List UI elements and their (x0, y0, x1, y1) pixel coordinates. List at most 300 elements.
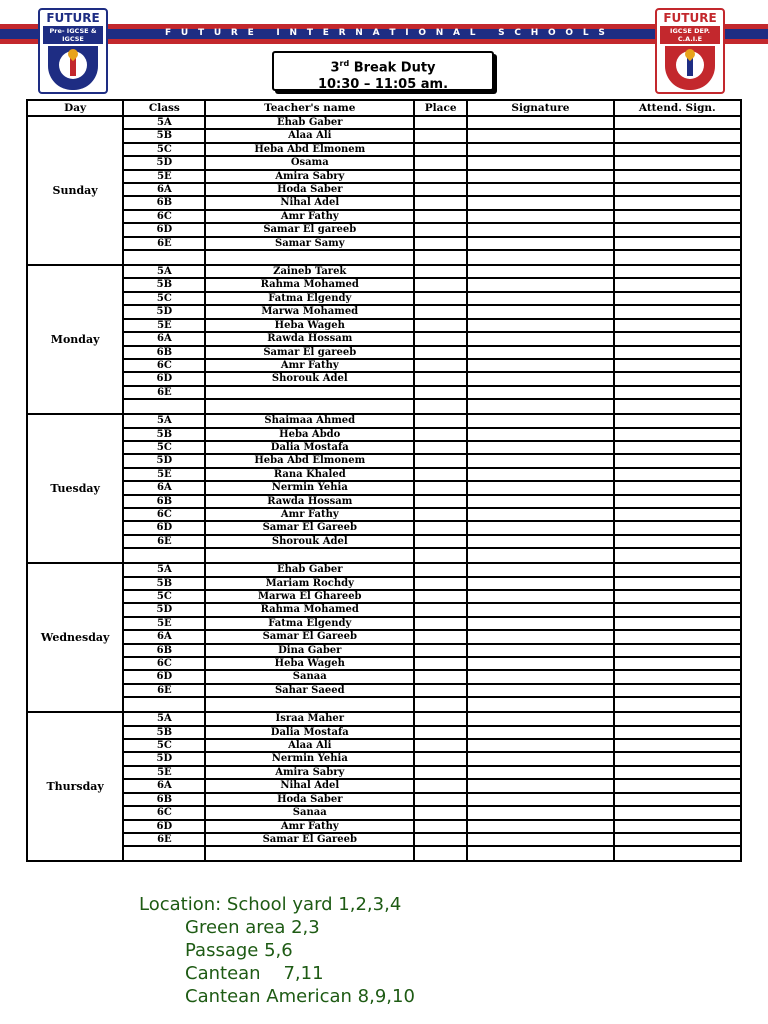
place-cell[interactable] (414, 319, 467, 332)
place-cell[interactable] (414, 590, 467, 603)
place-cell[interactable] (414, 521, 467, 534)
day-cell: Thursday (27, 712, 123, 861)
table-row (27, 577, 741, 590)
table-row (27, 223, 741, 236)
place-cell[interactable] (414, 712, 467, 725)
class-cell: 5A (123, 712, 205, 725)
teacher-cell: Dina Gaber (205, 644, 414, 657)
banner-letter: O (548, 28, 556, 38)
attend-sign-cell[interactable] (614, 265, 741, 278)
signature-cell[interactable] (467, 332, 613, 345)
signature-cell[interactable] (467, 305, 613, 318)
table-row (27, 428, 741, 441)
class-cell: 5D (123, 752, 205, 765)
place-cell[interactable] (414, 183, 467, 196)
place-cell[interactable] (414, 223, 467, 236)
place-cell[interactable] (414, 846, 467, 861)
place-cell[interactable] (414, 535, 467, 548)
banner-letter: H (530, 28, 539, 38)
attend-sign-cell[interactable] (614, 590, 741, 603)
attend-sign-cell[interactable] (614, 697, 741, 712)
signature-cell[interactable] (467, 657, 613, 670)
signature-cell[interactable] (467, 292, 613, 305)
table-row (27, 210, 741, 223)
table-row (27, 563, 741, 576)
signature-cell[interactable] (467, 548, 613, 563)
teacher-cell: Ehab Gaber (205, 563, 414, 576)
table-row (27, 535, 741, 548)
attend-sign-cell[interactable] (614, 196, 741, 209)
table-row (27, 278, 741, 291)
attend-sign-cell[interactable] (614, 116, 741, 129)
place-cell[interactable] (414, 495, 467, 508)
table-header-row (27, 100, 741, 116)
banner-letter: T (389, 28, 396, 38)
signature-cell[interactable] (467, 129, 613, 142)
attend-sign-cell[interactable] (614, 563, 741, 576)
table-row (27, 779, 741, 792)
banner-letter (485, 27, 488, 39)
class-cell: 6C (123, 210, 205, 223)
attend-sign-cell[interactable] (614, 481, 741, 494)
teacher-cell: Dalia Mostafa (205, 441, 414, 454)
signature-cell[interactable] (467, 644, 613, 657)
place-cell[interactable] (414, 454, 467, 467)
attend-sign-cell[interactable] (614, 332, 741, 345)
table-row (27, 603, 741, 616)
class-cell: 6B (123, 346, 205, 359)
teacher-cell: Fatma Elgendy (205, 617, 414, 630)
teacher-cell: Rawda Hossam (205, 495, 414, 508)
header-teacher-name: Teacher's name (205, 100, 414, 116)
duty-table (26, 99, 742, 862)
teacher-cell (205, 846, 414, 861)
attend-sign-cell[interactable] (614, 739, 741, 752)
teacher-cell: Israa Maher (205, 712, 414, 725)
attend-sign-cell[interactable] (614, 414, 741, 427)
place-cell[interactable] (414, 414, 467, 427)
place-cell[interactable] (414, 766, 467, 779)
header-day: Day (27, 100, 123, 116)
logo-left-subtitle: Pre- IGCSE & IGCSE (43, 26, 103, 44)
day-cell: Wednesday (27, 563, 123, 712)
logo-left-title: FUTURE (46, 11, 100, 25)
teacher-cell: Nihal Adel (205, 196, 414, 209)
teacher-cell: Alaa Ali (205, 739, 414, 752)
class-cell: 6A (123, 630, 205, 643)
place-cell[interactable] (414, 644, 467, 657)
attend-sign-cell[interactable] (614, 712, 741, 725)
signature-cell[interactable] (467, 170, 613, 183)
place-cell[interactable] (414, 779, 467, 792)
banner-letter: O (418, 28, 426, 38)
logo-right-title: FUTURE (663, 11, 717, 25)
attend-sign-cell[interactable] (614, 170, 741, 183)
table-row (27, 292, 741, 305)
signature-cell[interactable] (467, 563, 613, 576)
attend-sign-cell[interactable] (614, 766, 741, 779)
signature-cell[interactable] (467, 143, 613, 156)
attend-sign-cell[interactable] (614, 846, 741, 861)
teacher-cell: Heba Abdo (205, 428, 414, 441)
signature-cell[interactable] (467, 237, 613, 250)
location-notes (139, 893, 415, 1008)
signature-cell[interactable] (467, 535, 613, 548)
place-cell[interactable] (414, 670, 467, 683)
class-cell: 6B (123, 495, 205, 508)
attend-sign-cell[interactable] (614, 346, 741, 359)
class-cell: 6B (123, 196, 205, 209)
class-cell: 5B (123, 278, 205, 291)
school-name-banner (165, 27, 605, 39)
signature-cell[interactable] (467, 833, 613, 846)
table-row (27, 766, 741, 779)
signature-cell[interactable] (467, 684, 613, 697)
attend-sign-cell[interactable] (614, 143, 741, 156)
signature-cell[interactable] (467, 739, 613, 752)
signature-cell[interactable] (467, 399, 613, 414)
teacher-cell: Amr Fathy (205, 508, 414, 521)
attend-sign-cell[interactable] (614, 779, 741, 792)
attend-sign-cell[interactable] (614, 508, 741, 521)
school-logo-right (655, 8, 725, 94)
teacher-cell: Samar El gareeb (205, 346, 414, 359)
class-cell: 5E (123, 170, 205, 183)
place-cell[interactable] (414, 833, 467, 846)
attend-sign-cell[interactable] (614, 359, 741, 372)
banner-letter: T (306, 28, 313, 38)
teacher-cell: Sahar Saeed (205, 684, 414, 697)
signature-cell[interactable] (467, 590, 613, 603)
class-cell: 6A (123, 332, 205, 345)
place-cell[interactable] (414, 372, 467, 385)
class-cell (123, 846, 205, 861)
attend-sign-cell[interactable] (614, 237, 741, 250)
teacher-cell: Amr Fathy (205, 359, 414, 372)
signature-cell[interactable] (467, 779, 613, 792)
teacher-cell: Heba Abd Elmonem (205, 454, 414, 467)
place-cell[interactable] (414, 237, 467, 250)
attend-sign-cell[interactable] (614, 454, 741, 467)
attend-sign-cell[interactable] (614, 399, 741, 414)
place-cell[interactable] (414, 752, 467, 765)
signature-cell[interactable] (467, 428, 613, 441)
table-row-blank (27, 697, 741, 712)
signature-cell[interactable] (467, 250, 613, 265)
table-row (27, 143, 741, 156)
signature-cell[interactable] (467, 577, 613, 590)
header-place: Place (414, 100, 467, 116)
signature-cell[interactable] (467, 210, 613, 223)
teacher-cell (205, 697, 414, 712)
day-cell: Tuesday (27, 414, 123, 563)
place-cell[interactable] (414, 332, 467, 345)
table-row (27, 414, 741, 427)
signature-cell[interactable] (467, 414, 613, 427)
banner-letter: A (372, 28, 380, 38)
place-cell[interactable] (414, 210, 467, 223)
class-cell: 5C (123, 590, 205, 603)
class-cell (123, 399, 205, 414)
class-cell: 5C (123, 739, 205, 752)
class-cell: 5A (123, 265, 205, 278)
school-logo-left (38, 8, 108, 94)
teacher-cell: Sanaa (205, 806, 414, 819)
signature-cell[interactable] (467, 359, 613, 372)
signature-cell[interactable] (467, 265, 613, 278)
attend-sign-cell[interactable] (614, 129, 741, 142)
place-cell[interactable] (414, 346, 467, 359)
signature-cell[interactable] (467, 223, 613, 236)
place-cell[interactable] (414, 793, 467, 806)
teacher-cell: Nermin Yehia (205, 752, 414, 765)
banner-letter: U (180, 28, 189, 38)
banner-letter: N (289, 28, 298, 38)
table-row (27, 617, 741, 630)
table-row (27, 237, 741, 250)
class-cell: 6C (123, 657, 205, 670)
class-cell: 6A (123, 183, 205, 196)
table-row (27, 332, 741, 345)
place-cell[interactable] (414, 684, 467, 697)
signature-cell[interactable] (467, 372, 613, 385)
signature-cell[interactable] (467, 766, 613, 779)
table-row (27, 752, 741, 765)
place-cell[interactable] (414, 170, 467, 183)
attend-sign-cell[interactable] (614, 577, 741, 590)
attend-sign-cell[interactable] (614, 752, 741, 765)
signature-cell[interactable] (467, 346, 613, 359)
signature-cell[interactable] (467, 454, 613, 467)
teacher-cell: Rahma Mohamed (205, 278, 414, 291)
signature-cell[interactable] (467, 508, 613, 521)
class-cell: 6A (123, 481, 205, 494)
attend-sign-cell[interactable] (614, 428, 741, 441)
place-cell[interactable] (414, 305, 467, 318)
place-cell[interactable] (414, 292, 467, 305)
attend-sign-cell[interactable] (614, 630, 741, 643)
torch-globe-icon (48, 46, 98, 90)
table-row (27, 712, 741, 725)
table-row (27, 454, 741, 467)
attend-sign-cell[interactable] (614, 535, 741, 548)
table-row (27, 495, 741, 508)
attend-sign-cell[interactable] (614, 644, 741, 657)
table-row (27, 684, 741, 697)
place-cell[interactable] (414, 657, 467, 670)
table-row (27, 481, 741, 494)
day-cell: Sunday (27, 116, 123, 265)
place-cell[interactable] (414, 603, 467, 616)
teacher-cell: Dalia Mostafa (205, 726, 414, 739)
teacher-cell: Nihal Adel (205, 779, 414, 792)
place-cell[interactable] (414, 359, 467, 372)
attend-sign-cell[interactable] (614, 684, 741, 697)
day-cell: Monday (27, 265, 123, 414)
table-row (27, 468, 741, 481)
signature-cell[interactable] (467, 726, 613, 739)
place-cell[interactable] (414, 278, 467, 291)
attend-sign-cell[interactable] (614, 726, 741, 739)
signature-cell[interactable] (467, 521, 613, 534)
banner-letter: E (322, 28, 329, 38)
teacher-cell: Hoda Saber (205, 183, 414, 196)
signature-cell[interactable] (467, 603, 613, 616)
class-cell: 5B (123, 428, 205, 441)
attend-sign-cell[interactable] (614, 278, 741, 291)
class-cell: 6C (123, 508, 205, 521)
table-row (27, 590, 741, 603)
class-cell: 5D (123, 454, 205, 467)
attend-sign-cell[interactable] (614, 250, 741, 265)
signature-cell[interactable] (467, 441, 613, 454)
place-cell[interactable] (414, 617, 467, 630)
place-cell[interactable] (414, 577, 467, 590)
place-cell[interactable] (414, 806, 467, 819)
attend-sign-cell[interactable] (614, 833, 741, 846)
signature-cell[interactable] (467, 697, 613, 712)
attend-sign-cell[interactable] (614, 495, 741, 508)
signature-cell[interactable] (467, 495, 613, 508)
place-cell[interactable] (414, 265, 467, 278)
attend-sign-cell[interactable] (614, 657, 741, 670)
signature-cell[interactable] (467, 468, 613, 481)
signature-cell[interactable] (467, 386, 613, 399)
signature-cell[interactable] (467, 183, 613, 196)
place-cell[interactable] (414, 481, 467, 494)
attend-sign-cell[interactable] (614, 793, 741, 806)
banner-letter: N (355, 28, 363, 38)
teacher-cell (205, 250, 414, 265)
place-cell[interactable] (414, 428, 467, 441)
attend-sign-cell[interactable] (614, 223, 741, 236)
attend-sign-cell[interactable] (614, 305, 741, 318)
place-cell[interactable] (414, 129, 467, 142)
attend-sign-cell[interactable] (614, 292, 741, 305)
attend-sign-cell[interactable] (614, 820, 741, 833)
signature-cell[interactable] (467, 752, 613, 765)
class-cell: 5C (123, 441, 205, 454)
place-cell[interactable] (414, 386, 467, 399)
place-cell[interactable] (414, 508, 467, 521)
place-cell[interactable] (414, 399, 467, 414)
attend-sign-cell[interactable] (614, 441, 741, 454)
signature-cell[interactable] (467, 806, 613, 819)
signature-cell[interactable] (467, 278, 613, 291)
table-row (27, 372, 741, 385)
attend-sign-cell[interactable] (614, 548, 741, 563)
table-row (27, 116, 741, 129)
attend-sign-cell[interactable] (614, 468, 741, 481)
banner-letter: O (565, 28, 574, 38)
place-cell[interactable] (414, 739, 467, 752)
location-line: Cantean American 8,9,10 (185, 986, 415, 1007)
class-cell: 6C (123, 359, 205, 372)
place-cell[interactable] (414, 143, 467, 156)
signature-cell[interactable] (467, 196, 613, 209)
class-cell: 5A (123, 563, 205, 576)
banner-letter: F (165, 28, 172, 38)
banner-letter: R (230, 28, 238, 38)
place-cell[interactable] (414, 156, 467, 169)
signature-cell[interactable] (467, 617, 613, 630)
class-cell: 6D (123, 223, 205, 236)
place-cell[interactable] (414, 196, 467, 209)
teacher-cell: Mariam Rochdy (205, 577, 414, 590)
teacher-cell: Shaimaa Ahmed (205, 414, 414, 427)
class-cell: 5C (123, 143, 205, 156)
teacher-cell: Samar El Gareeb (205, 833, 414, 846)
signature-cell[interactable] (467, 481, 613, 494)
signature-cell[interactable] (467, 156, 613, 169)
table-row (27, 129, 741, 142)
signature-cell[interactable] (467, 670, 613, 683)
signature-cell[interactable] (467, 820, 613, 833)
signature-cell[interactable] (467, 319, 613, 332)
place-cell[interactable] (414, 548, 467, 563)
signature-cell[interactable] (467, 793, 613, 806)
place-cell[interactable] (414, 563, 467, 576)
signature-cell[interactable] (467, 712, 613, 725)
teacher-cell: Shorouk Adel (205, 372, 414, 385)
banner-letter (264, 27, 267, 39)
attend-sign-cell[interactable] (614, 183, 741, 196)
class-cell: 6C (123, 806, 205, 819)
attend-sign-cell[interactable] (614, 156, 741, 169)
table-row (27, 386, 741, 399)
place-cell[interactable] (414, 820, 467, 833)
banner-letter: S (598, 28, 605, 38)
attend-sign-cell[interactable] (614, 521, 741, 534)
class-cell: 5B (123, 129, 205, 142)
class-cell: 6D (123, 372, 205, 385)
attend-sign-cell[interactable] (614, 806, 741, 819)
place-cell[interactable] (414, 630, 467, 643)
place-cell[interactable] (414, 441, 467, 454)
attend-sign-cell[interactable] (614, 372, 741, 385)
attend-sign-cell[interactable] (614, 210, 741, 223)
class-cell: 5E (123, 319, 205, 332)
attend-sign-cell[interactable] (614, 386, 741, 399)
teacher-cell: Alaa Ali (205, 129, 414, 142)
table-row (27, 820, 741, 833)
place-cell[interactable] (414, 726, 467, 739)
banner-letter: C (514, 28, 521, 38)
teacher-cell: Samar Samy (205, 237, 414, 250)
place-cell[interactable] (414, 250, 467, 265)
location-line: Cantean 7,11 (185, 963, 324, 984)
class-cell: 6A (123, 779, 205, 792)
attend-sign-cell[interactable] (614, 670, 741, 683)
place-cell[interactable] (414, 697, 467, 712)
teacher-cell (205, 548, 414, 563)
place-cell[interactable] (414, 468, 467, 481)
attend-sign-cell[interactable] (614, 603, 741, 616)
attend-sign-cell[interactable] (614, 319, 741, 332)
class-cell: 5E (123, 617, 205, 630)
signature-cell[interactable] (467, 116, 613, 129)
table-row (27, 196, 741, 209)
duty-time: 10:30 – 11:05 am. (317, 77, 449, 93)
table-row (27, 793, 741, 806)
class-cell: 5B (123, 726, 205, 739)
attend-sign-cell[interactable] (614, 617, 741, 630)
teacher-cell: Rawda Hossam (205, 332, 414, 345)
place-cell[interactable] (414, 116, 467, 129)
teacher-cell: Rana Khaled (205, 468, 414, 481)
signature-cell[interactable] (467, 846, 613, 861)
signature-cell[interactable] (467, 630, 613, 643)
